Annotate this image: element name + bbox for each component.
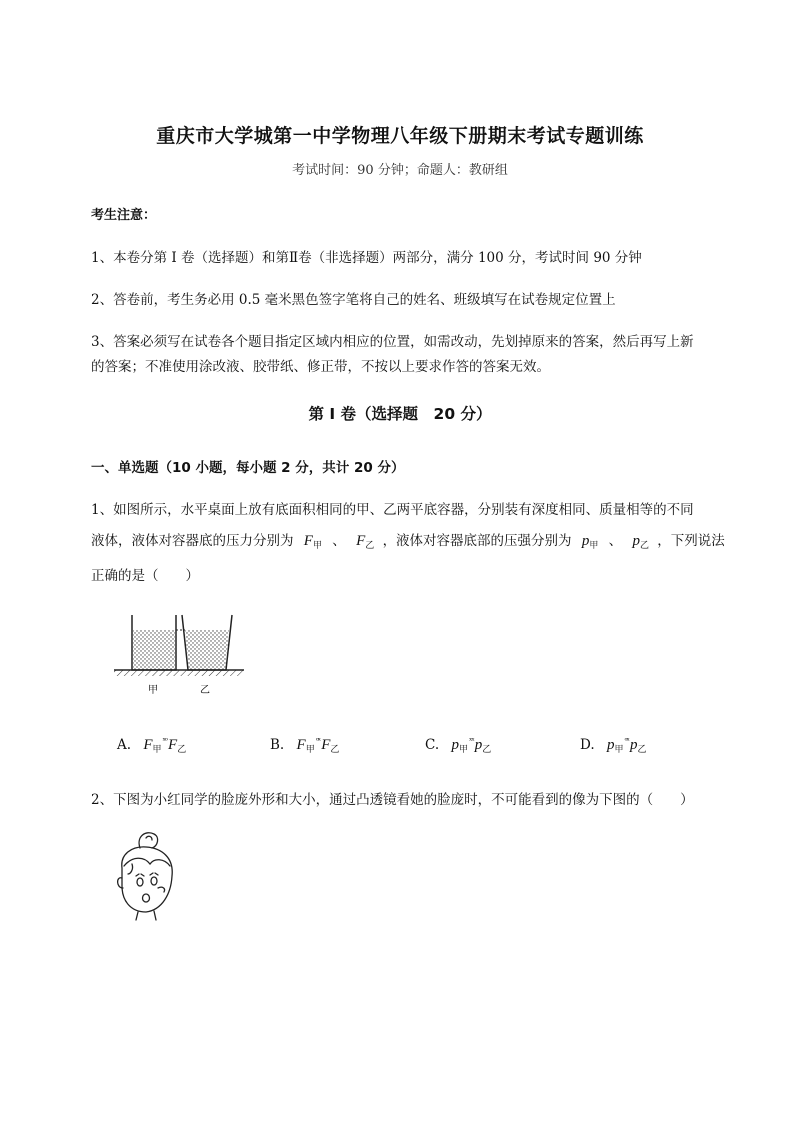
- pressure-symbol: p: [632, 533, 640, 549]
- option-c[interactable]: [425, 736, 491, 755]
- separator: 、: [608, 533, 623, 549]
- liquid-jia: [133, 630, 175, 670]
- subscript: 甲: [458, 745, 468, 755]
- option-symbol: F: [143, 737, 153, 753]
- q1-line3: 正确的是（ ）: [91, 568, 199, 584]
- notice-item: 的答案；不准使用涂改液、胶带纸、修正带，不按以上要求作答的答案无效。: [91, 359, 550, 375]
- mouth: [143, 894, 150, 902]
- notice-heading: 考生注意：: [91, 208, 157, 223]
- relation-mark: ˣᵒ: [162, 736, 168, 745]
- separator: 、: [332, 533, 346, 549]
- q1-text: ，下列说法: [657, 533, 725, 549]
- subscript: 甲: [589, 541, 599, 551]
- right-eye: [151, 877, 157, 885]
- part-heading: 一、单选题（10 小题，每小题 2 分，共计 20 分）: [91, 460, 405, 476]
- option-letter: A.: [117, 737, 132, 753]
- option-letter: B.: [270, 737, 285, 753]
- notice-item: 2、答卷前，考生务必用 0.5 毫米黑色签字笔将自己的姓名、班级填写在试卷规定位置上: [91, 292, 616, 308]
- option-letter: C.: [425, 737, 440, 753]
- q1-text: ，液体对容器底部的压强分别为: [382, 533, 572, 549]
- fig-label-jia: 甲: [148, 685, 158, 696]
- option-symbol: p: [474, 737, 483, 753]
- subscript: 甲: [152, 745, 162, 755]
- subscript: 乙: [177, 745, 187, 755]
- hair-bun: [139, 833, 158, 848]
- relation-mark: ᵒˣ: [315, 736, 321, 745]
- notice-item: 1、本卷分第 I 卷（选择题）和第Ⅱ卷（非选择题）两部分，满分 100 分，考试时间 90 分钟: [91, 250, 642, 266]
- left-eye: [137, 878, 143, 886]
- subscript: 甲: [312, 541, 322, 551]
- q1-text: 液体，液体对容器底的压力分别为: [91, 533, 294, 549]
- subscript: 乙: [639, 541, 649, 551]
- option-symbol: p: [606, 737, 615, 753]
- q2-line1: 2、下图为小红同学的脸庞外形和大小，通过凸透镜看她的脸庞时，不可能看到的像为下图的（ ）: [91, 792, 694, 808]
- force-symbol: F: [303, 533, 313, 549]
- option-b[interactable]: [270, 736, 339, 755]
- fig-label-yi: 乙: [200, 685, 210, 696]
- option-letter: D.: [580, 737, 595, 753]
- table-hatch: [114, 670, 244, 676]
- page-title: 重庆市大学城第一中学物理八年级下册期末考试专题训练: [156, 125, 644, 147]
- face-drawing: [110, 826, 185, 921]
- q1-line1: 1、如图所示，水平桌面上放有底面积相同的甲、乙两平底容器，分别装有深度相同、质量相等的不同: [91, 502, 694, 518]
- subscript: 甲: [614, 745, 624, 755]
- relation-mark: ˣˣ: [468, 736, 474, 745]
- notice-item: 3、答案必须写在试卷各个题目指定区域内相应的位置，如需改动，先划掉原来的答案，然后再写上新: [91, 334, 694, 350]
- option-symbol: p: [451, 737, 459, 753]
- exam-subtitle: 考试时间：90 分钟；命题人：教研组: [292, 163, 508, 178]
- subscript: 乙: [482, 745, 492, 755]
- subscript: 乙: [637, 745, 647, 755]
- force-symbol: F: [356, 533, 366, 549]
- option-symbol: F: [321, 737, 331, 753]
- option-symbol: p: [629, 737, 638, 753]
- liquid-yi: [185, 630, 229, 670]
- subscript: 乙: [330, 745, 340, 755]
- q1-line2: [91, 529, 725, 551]
- subscript: 乙: [365, 541, 375, 551]
- option-symbol: F: [168, 737, 178, 753]
- containers-figure: [112, 610, 247, 700]
- option-symbol: F: [296, 737, 306, 753]
- subscript: 甲: [305, 745, 315, 755]
- option-a[interactable]: [117, 736, 186, 755]
- option-d[interactable]: [580, 736, 646, 755]
- section-title: 第 I 卷（选择题 20 分）: [308, 405, 492, 423]
- relation-mark: ᵒˣ: [624, 736, 629, 745]
- pressure-symbol: p: [581, 533, 590, 549]
